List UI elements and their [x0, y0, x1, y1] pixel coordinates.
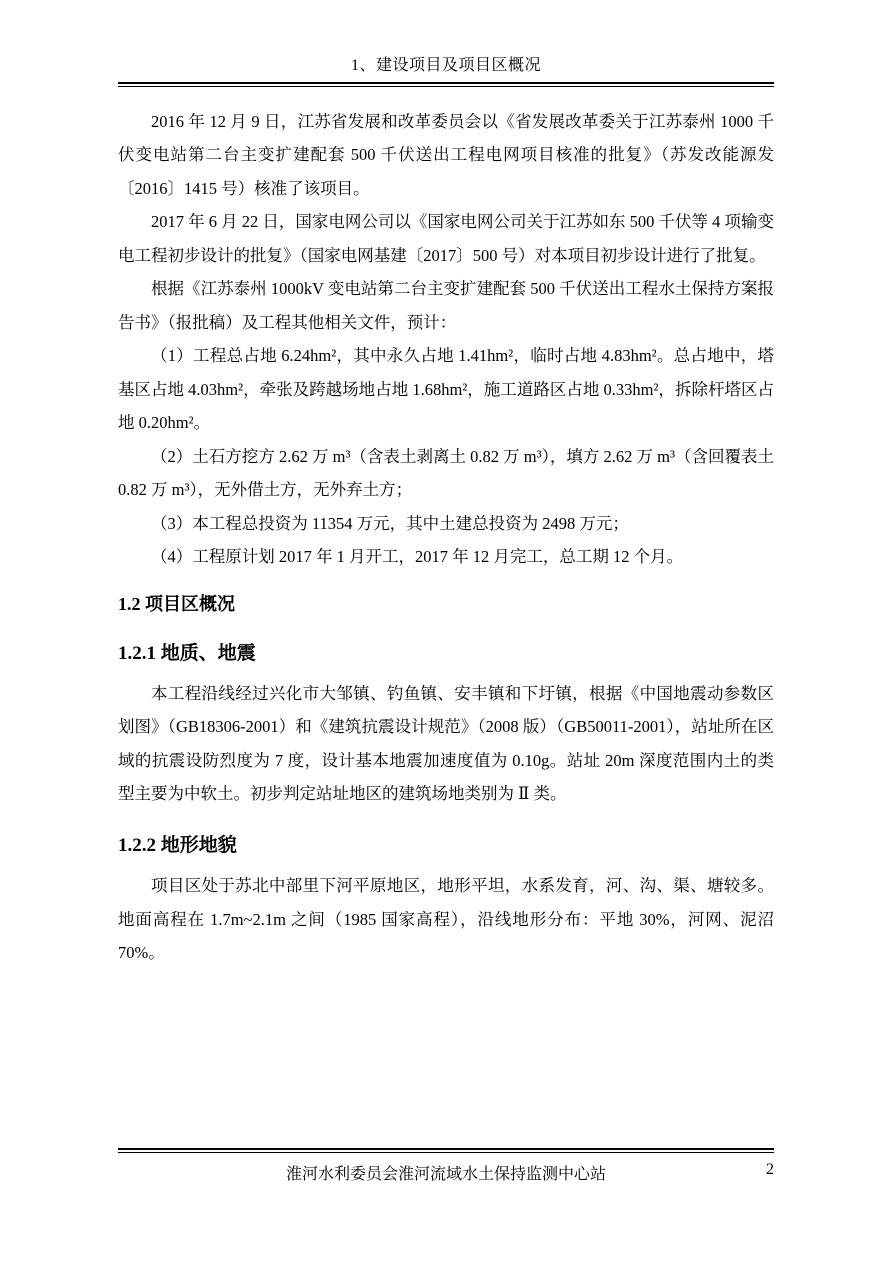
paragraph-1: 2016 年 12 月 9 日，江苏省发展和改革委员会以《省发展改革委关于江苏泰州 1000 千伏变电站第二台主变扩建配套 500 千伏送出工程电网项目核准的批复》（苏发改能源发〔2016〕1415 号）核准了该项目。 [118, 112, 774, 198]
section-heading-1-2-1: 1.2.1 地质、地震 [118, 642, 256, 664]
footer-page-number: 2 [766, 1161, 774, 1178]
list-item-2: （2）土石方挖方 2.62 万 m³（含表土剥离土 0.82 万 m³），填方 2.62 万 m³（含回覆表土 0.82 万 m³），无外借土方，无外弃土方； [118, 446, 774, 500]
section-1-2-2-paragraph: 项目区处于苏北中部里下河平原地区，地形平坦，水系发育，河、沟、渠、塘较多。地面高程在 1.7m~2.1m 之间（1985 国家高程），沿线地形分布：平地 30%，河网、泥沼 70%。 [118, 876, 774, 963]
section-heading-1-2: 1.2 项目区概况 [118, 593, 235, 614]
footer-organization: 淮河水利委员会淮河流域水土保持监测中心站 [285, 1166, 606, 1183]
page-content [118, 52, 774, 970]
list-item-3: （3）本工程总投资为 11354 万元，其中土建总投资为 2498 万元； [151, 513, 629, 533]
page-header [118, 52, 774, 87]
section-1-2-1-paragraph: 本工程沿线经过兴化市大邹镇、钓鱼镇、安丰镇和下圩镇，根据《中国地震动参数区划图》（GB18306-2001）和《建筑抗震设计规范》（2008 版）（GB50011-2001），站址所在区域的抗震设防烈度为 7 度，设计基本地震加速度值为 0.10g。站址 20m 深度范围内土的类型主要为中软土。初步判定站址地区的建筑场地类别为 Ⅱ 类。 [118, 683, 774, 804]
paragraph-3: 根据《江苏泰州 1000kV 变电站第二台主变扩建配套 500 千伏送出工程水土保持方案报告书》（报批稿）及工程其他相关文件，预计： [118, 279, 774, 332]
header-divider-thick [118, 82, 774, 84]
footer-divider-thick [118, 1148, 774, 1150]
list-item-4: （4）工程原计划 2017 年 1 月开工，2017 年 12 月完工，总工期 12 个月。 [151, 547, 684, 567]
page-footer [118, 1148, 774, 1184]
list-item-1: （1）工程总占地 6.24hm²，其中永久占地 1.41hm²，临时占地 4.83hm²。总占地中，塔基区占地 4.03hm²，牵张及跨越场地占地 1.68hm²，施工道路区占地 0.33hm²，拆除杆塔区占地 0.20hm²。 [118, 346, 774, 433]
document-body [118, 87, 774, 970]
section-heading-1-2-2: 1.2.2 地形地貌 [118, 834, 237, 856]
paragraph-2: 2017 年 6 月 22 日，国家电网公司以《国家电网公司关于江苏如东 500 千伏等 4 项输变电工程初步设计的批复》（国家电网基建〔2017〕500 号）对本项目初步设计进行了批复。 [118, 212, 775, 265]
header-title: 1、建设项目及项目区概况 [350, 57, 541, 74]
